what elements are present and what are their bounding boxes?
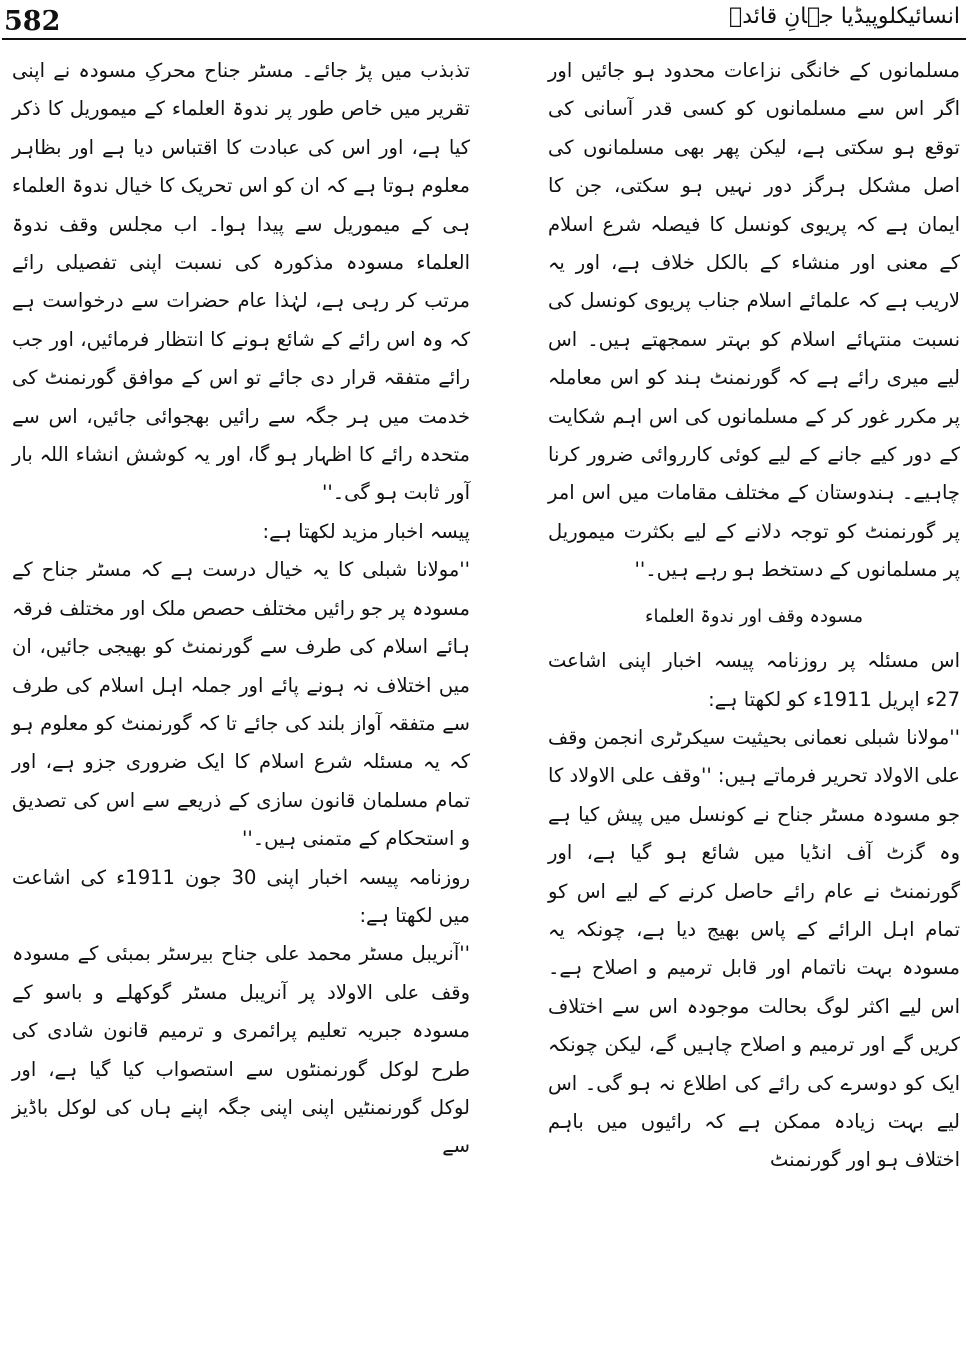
right-paragraph-2: اس مسئلہ پر روزنامہ پیسہ اخبار اپنی اشاعت 27ء اپریل 1911ء کو لکھتا ہے: xyxy=(548,649,960,711)
right-paragraph-1: مسلمانوں کے خانگی نزاعات محدود ہو جائیں اور اگر اس سے مسلمانوں کو کسی قدر آسانی کی توقع ہو سکتی ہے، لیکن پھر بھی مسلمانوں کی اصل مشکل ہرگز دور نہیں ہو سکتی، جن کا ایمان ہے کہ پریوی کونسل کا فیصلہ شرع اسلام کے معنی اور منشاء کے بالکل خلاف ہے، اور یہ لاریب ہے کہ علمائے اسلام جناب پریوی کونسل کی نسبت منتہائے اسلام کو بہتر سمجھتے ہیں۔ اس لیے میری رائے ہے کہ گورنمنٹ ہند کو اس معاملہ پر مکرر غور کر کے مسلمانوں کی اس اہم شکایت کے دور کیے جانے کے لیے کوئی کارروائی ضرور کرنا چاہیے۔ ہندوستان کے مختلف مقامات میں اس امر پر گورنمنٹ کو توجہ دلانے کے لیے بکثرت میموریل پر مسلمانوں کے دستخط ہو رہے ہیں۔'' xyxy=(548,59,960,582)
left-paragraph-2: پیسہ اخبار مزید لکھتا ہے: xyxy=(262,519,470,543)
page-header xyxy=(0,0,968,44)
left-quote-2: ''آنریبل مسٹر محمد علی جناح بیرسٹر بمبئی کے مسودہ وقف علی الاولاد پر آنریبل مسٹر گوکھلے و باسو کے مسودہ جبریہ تعلیم پرائمری و ترمیم قانون شادی کی طرح لوکل گورنمنٹوں سے استصواب کیا گیا ہے، اور لوکل گورنمنٹیں اپنی اپنی جگہ اپنے ہاں کی لوکل باڈیز سے xyxy=(12,942,470,1158)
right-quote: ''مولانا شبلی نعمانی بحیثیت سیکرٹری انجمن وقف علی الاولاد تحریر فرماتے ہیں: ''وقف علی الاولاد کا جو مسودہ مسٹر جناح نے کونسل میں پیش کیا ہے وہ گزٹ آف انڈیا میں شائع ہو گیا ہے، اور گورنمنٹ نے عام رائے حاصل کرنے کے لیے اس کو تمام اہل الرائے کے پاس بھیج دیا ہے، چونکہ یہ مسودہ بہت ناتمام اور قابل ترمیم و اصلاح ہے۔ اس لیے اکثر لوگ بحالت موجودہ اس سے اختلاف کریں گے اور ترمیم و اصلاح چاہیں گے، لیکن چونکہ ایک کو دوسرے کی رائے کی اطلاع نہ ہو گی۔ اس لیے بہت زیادہ ممکن ہے کہ رائیوں میں باہم اختلاف ہو اور گورنمنٹ xyxy=(548,725,960,1172)
running-title: انسائیکلوپیڈیا جہانِ قائدؒ xyxy=(729,4,960,29)
right-column xyxy=(548,52,960,1180)
left-paragraph-4: روزنامہ پیسہ اخبار اپنی 30 جون 1911ء کی اشاعت میں لکھتا ہے: xyxy=(12,865,470,927)
left-column xyxy=(12,52,470,1166)
left-quote-1: ''مولانا شبلی کا یہ خیال درست ہے کہ مسٹر جناح کے مسودہ پر جو رائیں مختلف حصص ملک اور مختلف فرقہ ہائے اسلام کی طرف سے گورنمنٹ کو بھیجی جائیں، ان میں اختلاف نہ ہونے پائے اور جملہ اہل اسلام کی طرف سے متفقہ آواز بلند کی جائے تا کہ گورنمنٹ کو معلوم ہو کہ یہ مسئلہ شرع اسلام کا ایک ضروری جزو ہے، اور تمام مسلمان قانون سازی کے ذریعے سے اس کی تصدیق و استحکام کے متمنی ہیں۔'' xyxy=(12,558,470,851)
section-heading: مسودہ وقف اور ندوۃ العلماء xyxy=(645,605,863,627)
page-number: 582 xyxy=(4,6,61,37)
left-paragraph-1: تذبذب میں پڑ جائے۔ مسٹر جناح محرکِ مسودہ نے اپنی تقریر میں خاص طور پر ندوۃ العلماء کے میموریل کا ذکر کیا ہے، اور اس کی عبادت کا اقتباس دیا ہے اور بظاہر معلوم ہوتا ہے کہ ان کو اس تحریک کا خیال ندوۃ العلماء ہی کے میموریل سے پیدا ہوا۔ اب مجلس وقف ندوۃ العلماء مسودہ مذکورہ کی نسبت اپنی تفصیلی رائے مرتب کر رہی ہے، لہٰذا عام حضرات سے درخواست ہے کہ وہ اس رائے کے شائع ہونے کا انتظار فرمائیں، اور جب رائے متفقہ قرار دی جائے تو اس کے موافق گورنمنٹ کی خدمت میں ہر جگہ سے رائیں بھجوائی جائیں، اس سے متحدہ رائے کا اظہار ہو گا، اور یہ کوشش انشاء اللہ بار آور ثابت ہو گی۔'' xyxy=(12,59,470,505)
header-rule xyxy=(2,38,966,40)
